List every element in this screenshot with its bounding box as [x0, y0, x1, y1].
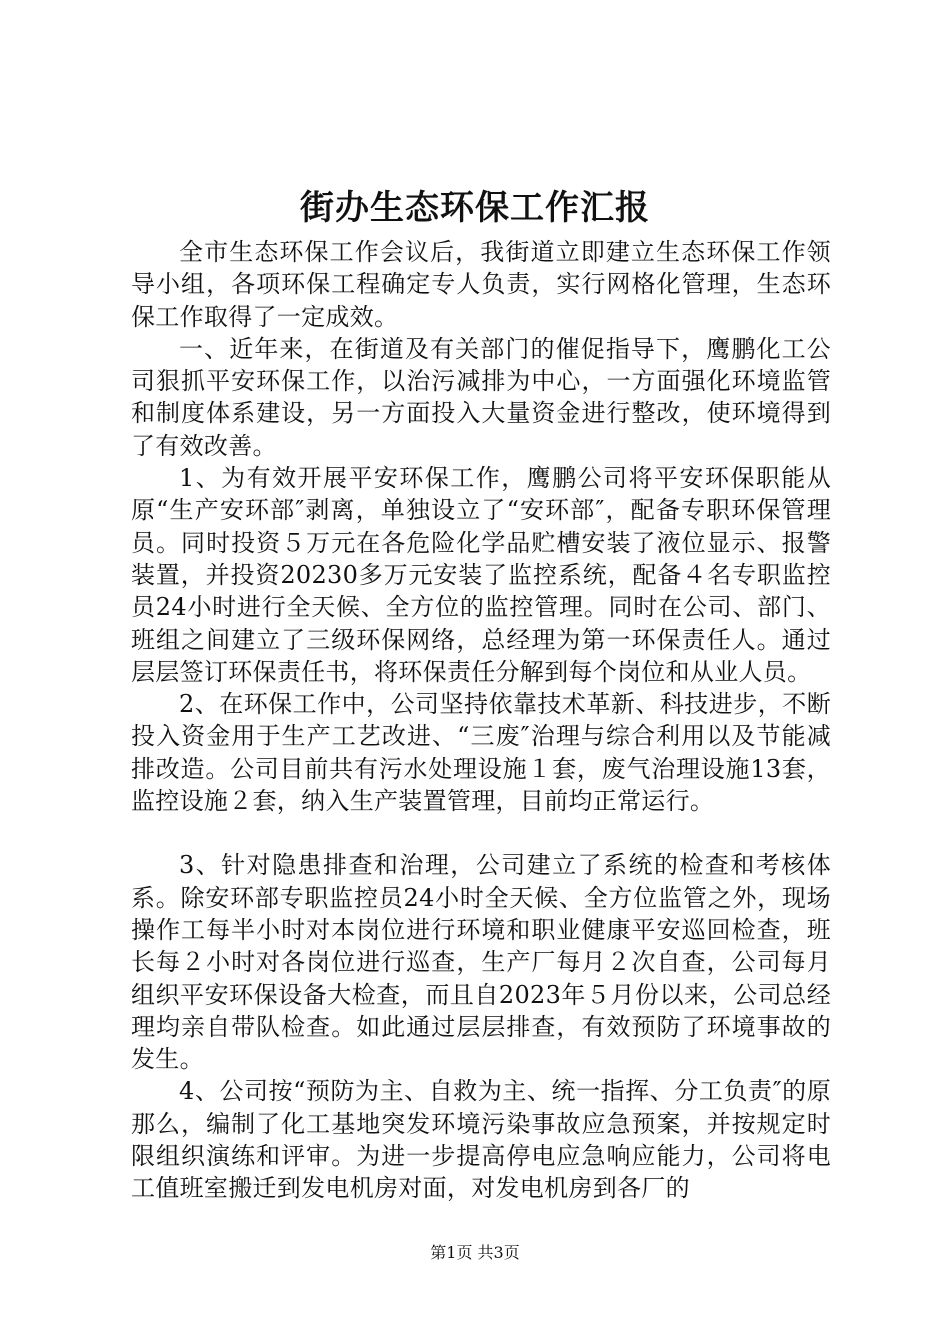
document-body	[131, 236, 831, 1205]
paragraph-item-3: 3、针对隐患排查和治理，公司建立了系统的检查和考核体系。除安环部专职监控员24小时全天候、全方位监管之外，现场操作工每半小时对本岗位进行环境和职业健康平安巡回检查，班长每２小时对各岗位进行巡查，生产厂每月２次自查，公司每月组织平安环保设备大检查，而且自2023年５月份以来，公司总经理均亲自带队检查。如此通过层层排查，有效预防了环境事故的发生。	[131, 851, 831, 1074]
document-title: 街办生态环保工作汇报	[300, 188, 650, 228]
paragraph-section-1: 一、近年来，在街道及有关部门的催促指导下，鹰鹏化工公司狠抓平安环保工作，以治污减排为中心，一方面强化环境监管和制度体系建设，另一方面投入大量资金进行整改，使环境得到了有效改善。	[131, 334, 831, 460]
paragraph-item-2: 2、在环保工作中，公司坚持依靠技术革新、科技进步，不断投入资金用于生产工艺改进、“三废″治理与综合利用以及节能减排改造。公司目前共有污水处理设施１套，废气治理设施13套，监控设施２套，纳入生产装置管理，目前均正常运行。	[131, 690, 831, 816]
paragraph-item-1: 1、为有效开展平安环保工作，鹰鹏公司将平安环保职能从原“生产安环部″剥离，单独设立了“安环部″，配备专职环保管理员。同时投资５万元在各危险化学品贮槽安装了液位显示、报警装置，并投资20230多万元安装了监控系统，配备４名专职监控员24小时进行全天候、全方位的监控管理。同时在公司、部门、班组之间建立了三级环保网络，总经理为第一环保责任人。通过层层签订环保责任书，将环保责任分解到每个岗位和从业人员。	[131, 464, 831, 686]
paragraph-intro: 全市生态环保工作会议后，我街道立即建立生态环保工作领导小组，各项环保工程确定专人负责，实行网格化管理，生态环保工作取得了一定成效。	[131, 238, 831, 331]
paragraph-item-4: 4、公司按“预防为主、自救为主、统一指挥、分工负责″的原那么，编制了化工基地突发环境污染事故应急预案，并按规定时限组织演练和评审。为进一步提高停电应急响应能力，公司将电工值班室搬迁到发电机房对面，对发电机房到各厂的	[131, 1077, 831, 1203]
page-footer: 第1页 共3页	[430, 1243, 520, 1262]
